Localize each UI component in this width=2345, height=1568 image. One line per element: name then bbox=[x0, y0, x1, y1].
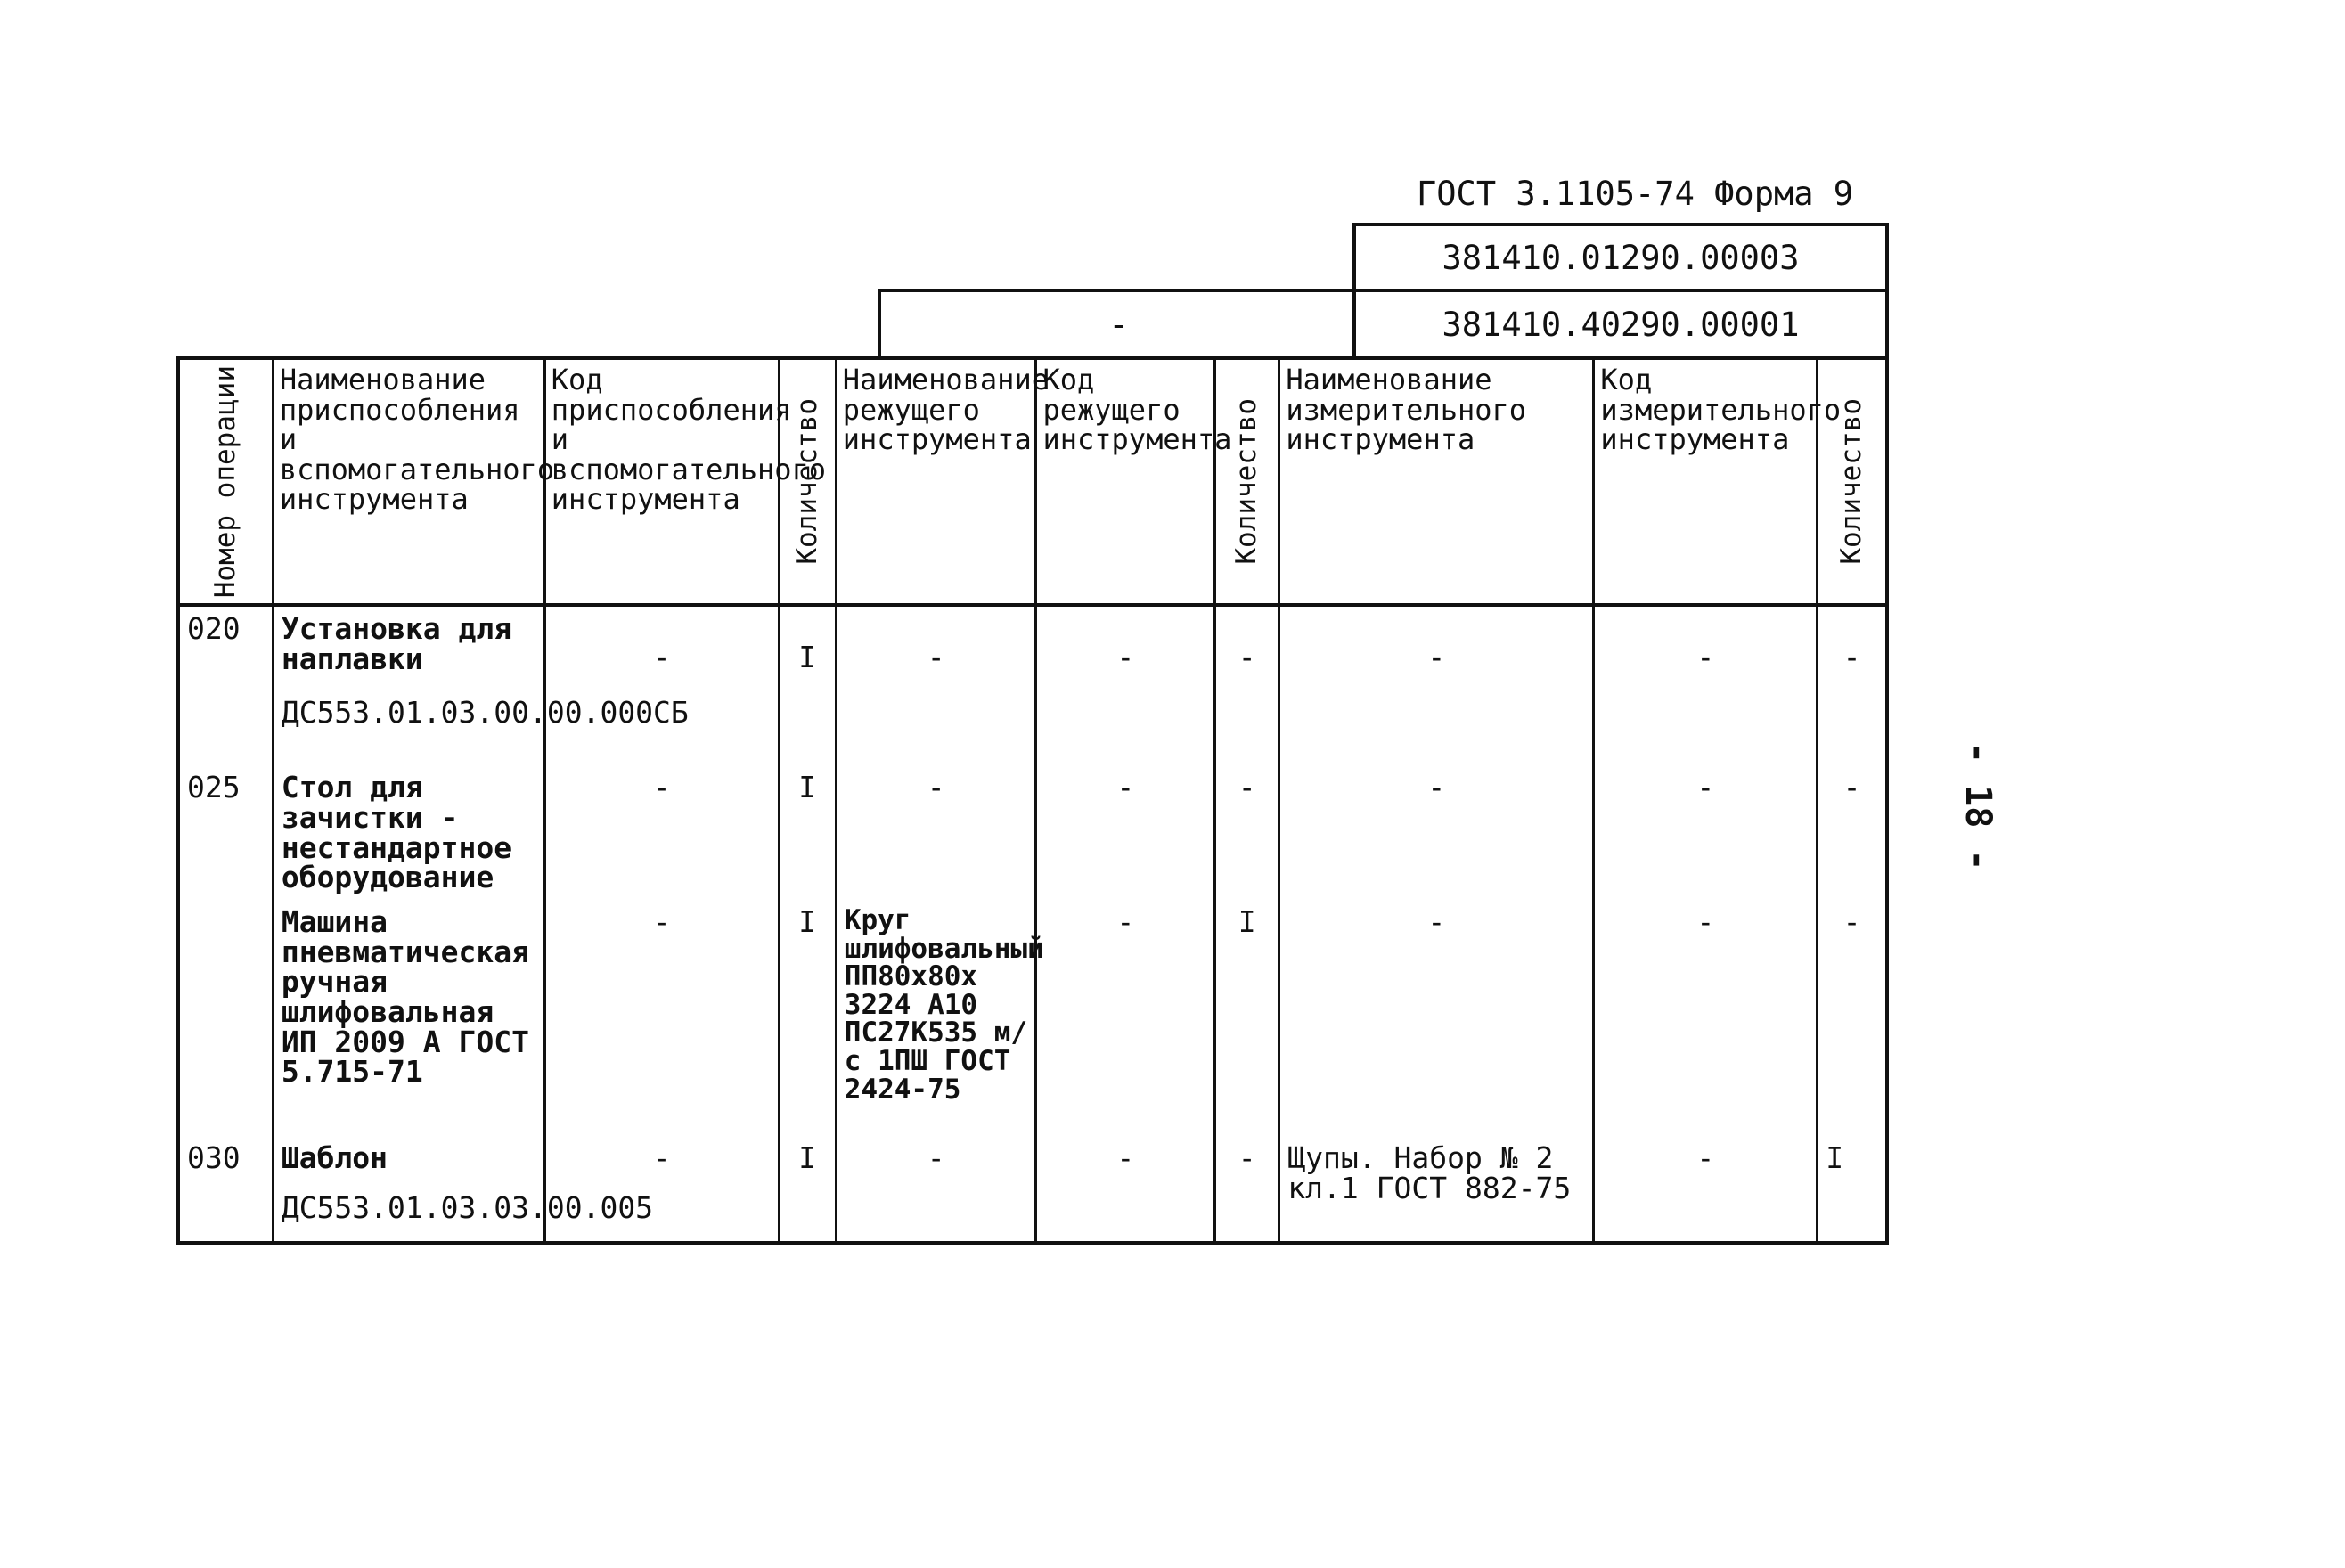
header-qty-3: Количество bbox=[1818, 358, 1887, 605]
table-row bbox=[178, 1136, 1887, 1243]
fixture-name: Установка для наплавки ДС553.01.03.00.00.000СБ bbox=[273, 605, 544, 765]
qty-1: I bbox=[779, 605, 836, 765]
qty-2: - bbox=[1215, 765, 1279, 900]
cutting-name: - bbox=[836, 765, 1036, 900]
op-number: 020 bbox=[178, 605, 273, 765]
measure-code: - bbox=[1594, 765, 1818, 900]
qty-3: - bbox=[1818, 900, 1887, 1136]
op-number: 030 bbox=[178, 1136, 273, 1243]
measure-name: - bbox=[1279, 605, 1594, 765]
fixture-code: - bbox=[544, 1136, 779, 1243]
qty-2: - bbox=[1215, 605, 1279, 765]
doc-code-1: 381410.01290.00003 bbox=[1442, 238, 1800, 277]
page-number: - 18 - bbox=[1957, 742, 1998, 871]
doc-code-box-2 bbox=[1352, 289, 1889, 360]
header-cutting-name: Наименование режущего инструмента bbox=[836, 358, 1036, 605]
doc-code-left: - bbox=[1108, 305, 1129, 344]
measure-code: - bbox=[1594, 900, 1818, 1136]
table-row bbox=[178, 900, 1887, 1136]
header-qty-1: Количество bbox=[779, 358, 836, 605]
doc-code-box-1 bbox=[1352, 223, 1889, 292]
fixture-code: - bbox=[544, 605, 779, 765]
header-op-number: Номер операции bbox=[178, 358, 273, 605]
measure-name: - bbox=[1279, 765, 1594, 900]
qty-3: - bbox=[1818, 605, 1887, 765]
cutting-code: - bbox=[1036, 765, 1215, 900]
table-row bbox=[178, 765, 1887, 900]
cutting-code: - bbox=[1036, 605, 1215, 765]
header-fixture-code: Код приспособления и вспомогательного инструмента bbox=[544, 358, 779, 605]
header-row bbox=[178, 358, 1887, 605]
doc-code-2: 381410.40290.00001 bbox=[1442, 305, 1800, 344]
qty-3: - bbox=[1818, 765, 1887, 900]
cutting-name: - bbox=[836, 1136, 1036, 1243]
measure-code: - bbox=[1594, 605, 1818, 765]
fixture-code: - bbox=[544, 765, 779, 900]
measure-code: - bbox=[1594, 1136, 1818, 1243]
measure-name: Щупы. Набор № 2 кл.1 ГОСТ 882-75 bbox=[1279, 1136, 1594, 1243]
fixture-doc-code: ДС553.01.03.03.00.005 bbox=[281, 1189, 654, 1225]
qty-2: - bbox=[1215, 1136, 1279, 1243]
fixture-name: Шаблон ДС553.01.03.03.00.005 bbox=[273, 1136, 544, 1243]
cutting-code: - bbox=[1036, 900, 1215, 1136]
qty-3: I bbox=[1818, 1136, 1887, 1243]
op-number bbox=[178, 900, 273, 1136]
cutting-name: Круг шлифовальный ПП80х80х 3224 А10 ПС27К535 м/с 1ПШ ГОСТ 2424-75 bbox=[836, 900, 1036, 1136]
op-number: 025 bbox=[178, 765, 273, 900]
table-row bbox=[178, 605, 1887, 765]
cutting-code: - bbox=[1036, 1136, 1215, 1243]
header-cutting-code: Код режущего инструмента bbox=[1036, 358, 1215, 605]
doc-code-box-left bbox=[878, 289, 1356, 360]
measure-name: - bbox=[1279, 900, 1594, 1136]
fixture-name: Стол для зачистки - нестандартное оборудование bbox=[273, 765, 544, 900]
qty-2: I bbox=[1215, 900, 1279, 1136]
qty-1: I bbox=[779, 765, 836, 900]
qty-1: I bbox=[779, 900, 836, 1136]
fixture-name: Машина пневматическая ручная шлифовальная ИП 2009 А ГОСТ 5.715-71 bbox=[273, 900, 544, 1136]
header-fixture-name: Наименование приспособления и вспомогательного инструмента bbox=[273, 358, 544, 605]
cutting-name: - bbox=[836, 605, 1036, 765]
qty-1: I bbox=[779, 1136, 836, 1243]
fixture-code: - bbox=[544, 900, 779, 1136]
header-qty-2: Количество bbox=[1215, 358, 1279, 605]
fixture-doc-code: ДС553.01.03.00.00.000СБ bbox=[281, 694, 689, 730]
form-title: ГОСТ 3.1105-74 Форма 9 bbox=[1417, 175, 1854, 213]
header-measure-name: Наименование измерительного инструмента bbox=[1279, 358, 1594, 605]
tooling-table bbox=[176, 356, 1889, 1245]
header-measure-code: Код измерительного инструмента bbox=[1594, 358, 1818, 605]
